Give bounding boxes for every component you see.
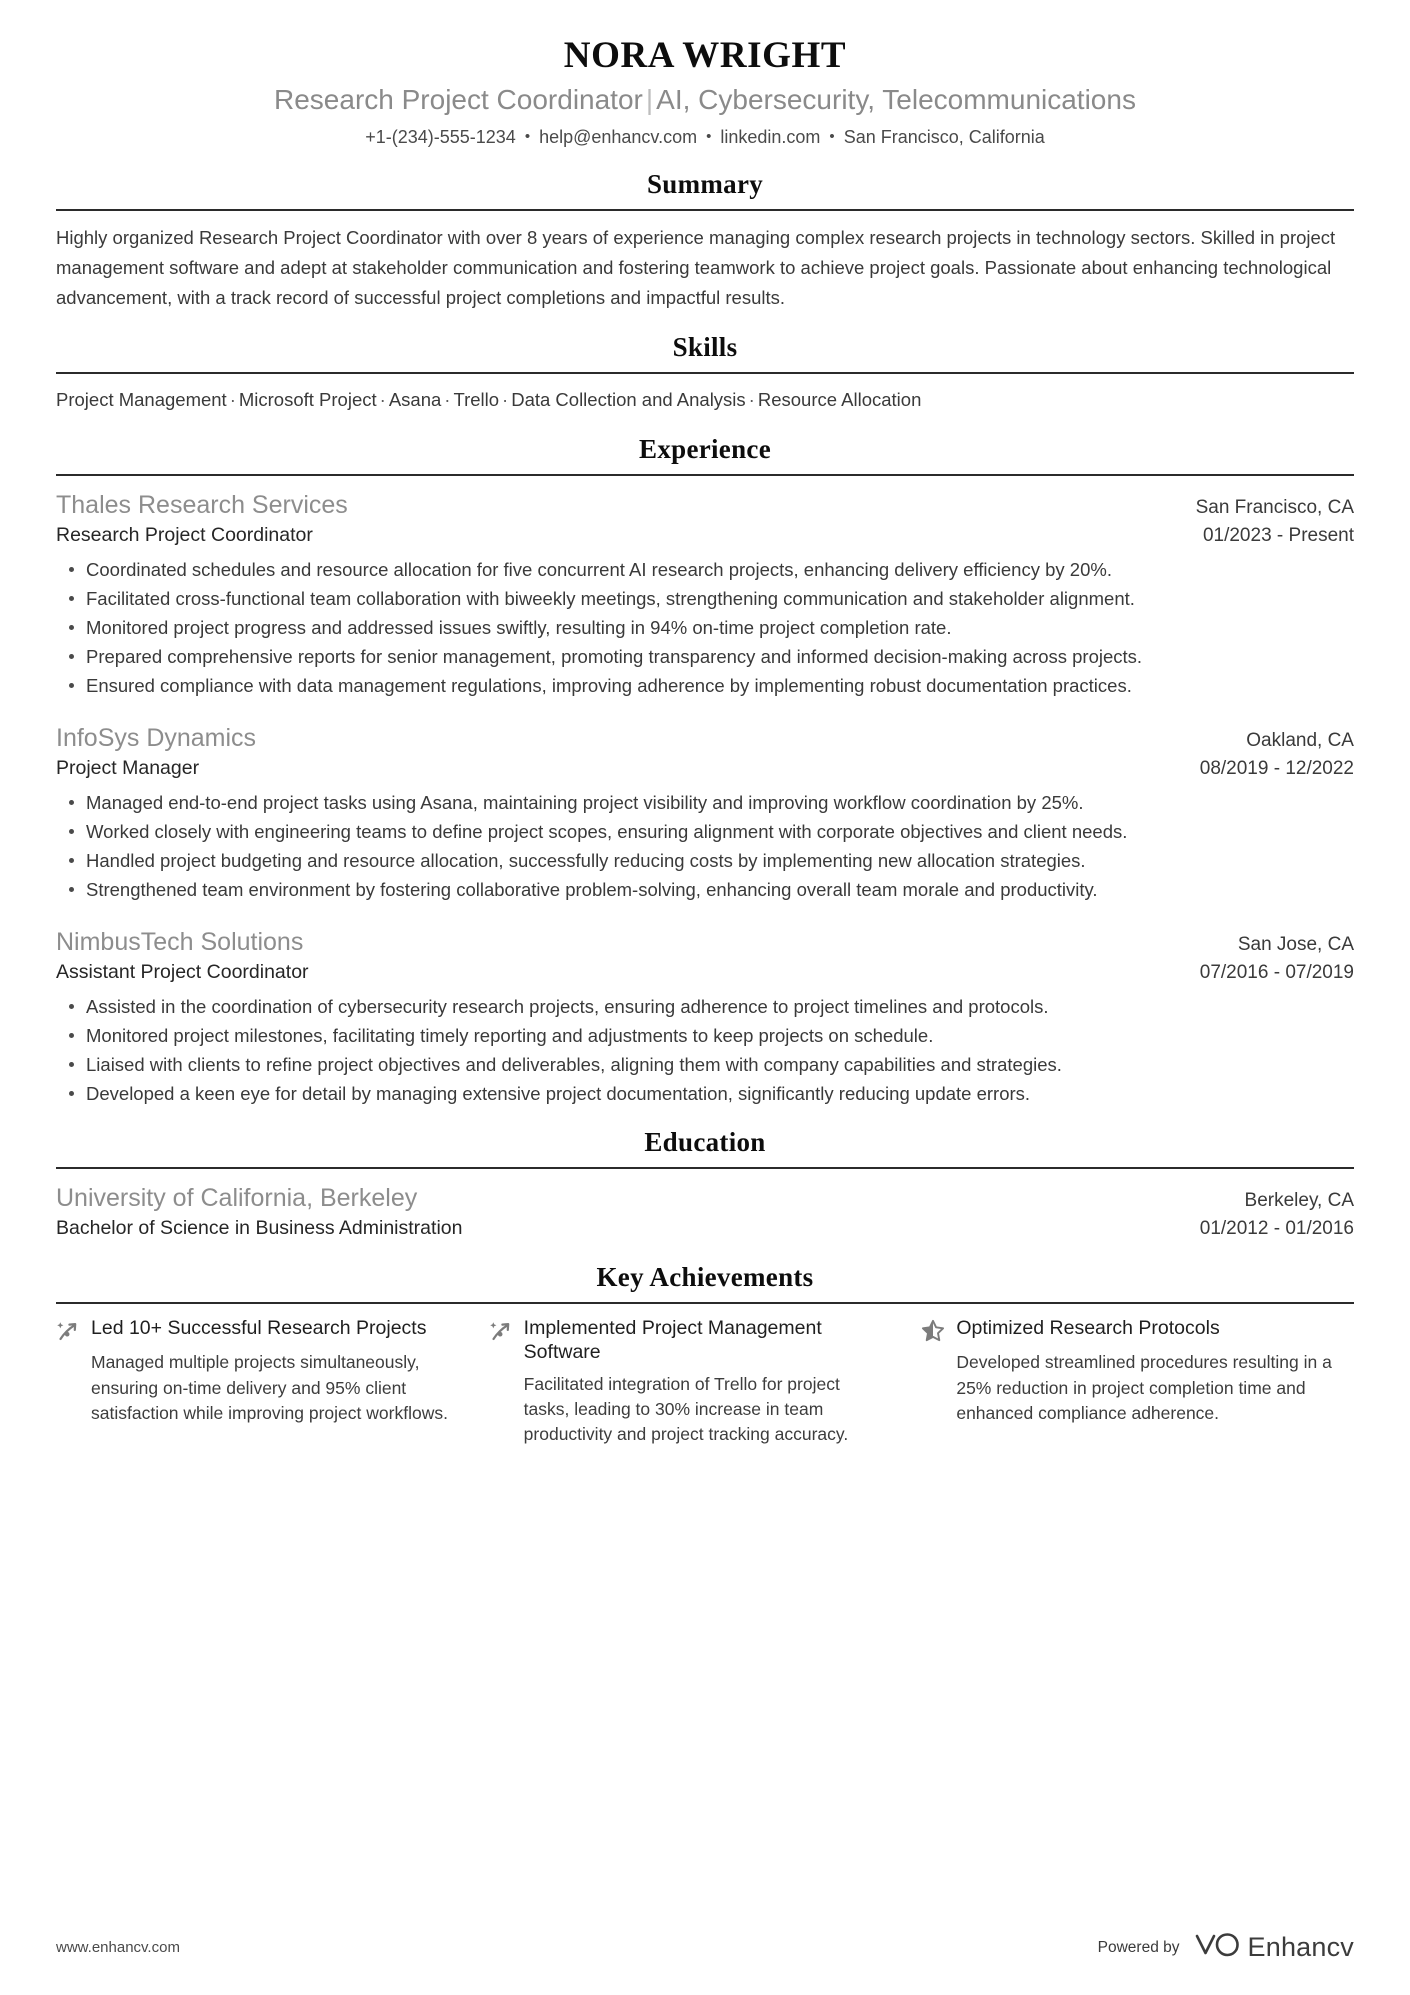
skill-separator: · — [748, 389, 755, 411]
skill-separator: · — [444, 389, 451, 411]
company-location: San Jose, CA — [1237, 934, 1354, 956]
key-achievement-item — [489, 1316, 922, 1447]
key-achievement-header — [56, 1316, 455, 1343]
job-bullet: Managed end-to-end project tasks using Asana, maintaining project visibility and improving workflow coordination by 25%. — [56, 789, 1354, 817]
skill-item: Data Collection and Analysis — [511, 389, 746, 411]
education-degree-row — [56, 1215, 1354, 1243]
job-dates: 08/2019 - 12/2022 — [1199, 758, 1354, 780]
section-key-achievements — [56, 1262, 1354, 1448]
job-bullet: Monitored project progress and addressed issues swiftly, resulting in 94% on-time project completion rate. — [56, 614, 1354, 642]
skill-separator: · — [379, 389, 386, 411]
experience-company-row — [56, 721, 1354, 755]
experience-role-row — [56, 755, 1354, 783]
skill-item: Resource Allocation — [757, 389, 922, 411]
company-name: NimbusTech Solutions — [56, 928, 304, 957]
headline-role: Research Project Coordinator — [274, 83, 643, 115]
section-divider — [56, 209, 1354, 211]
job-bullet-list — [56, 556, 1354, 701]
job-bullet-list — [56, 993, 1354, 1108]
key-achievements-grid — [56, 1316, 1354, 1447]
section-divider — [56, 372, 1354, 374]
job-bullet: Worked closely with engineering teams to define project scopes, ensuring alignment with corporate objectives and client needs. — [56, 818, 1354, 846]
page-footer — [56, 1932, 1354, 1963]
school-name: University of California, Berkeley — [56, 1184, 418, 1213]
trending-up-sparkle-icon — [489, 1319, 513, 1343]
contact-separator-icon: • — [829, 128, 835, 146]
contact-line — [56, 125, 1354, 150]
job-bullet: Liaised with clients to refine project objectives and deliverables, aligning them with company capabilities and strategies. — [56, 1051, 1354, 1079]
company-location: Oakland, CA — [1246, 730, 1354, 752]
section-skills — [56, 332, 1354, 415]
key-achievement-description: Facilitated integration of Trello for project tasks, leading to 30% increase in team productivity and project tracking accuracy. — [523, 1373, 849, 1445]
section-divider — [56, 1167, 1354, 1169]
job-bullet-list — [56, 789, 1354, 904]
key-achievement-item — [921, 1316, 1354, 1447]
trending-up-sparkle-icon — [56, 1319, 80, 1343]
key-achievement-title: Optimized Research Protocols — [956, 1317, 1220, 1340]
skills-list — [56, 386, 1354, 415]
enhancv-logo — [1194, 1932, 1354, 1963]
skill-item: Asana — [388, 389, 442, 411]
job-bullet: Strengthened team environment by fostering collaborative problem-solving, enhancing overall team morale and productivity. — [56, 876, 1354, 904]
job-dates: 07/2016 - 07/2019 — [1199, 962, 1354, 984]
contact-location: San Francisco, California — [843, 127, 1045, 148]
key-achievement-title: Implemented Project Management Software — [523, 1317, 822, 1364]
section-heading-key-achievements: Key Achievements — [596, 1262, 814, 1293]
key-achievement-item — [56, 1316, 489, 1447]
powered-by-label: Powered by — [1097, 1938, 1180, 1956]
section-heading-summary: Summary — [646, 169, 764, 200]
company-name: InfoSys Dynamics — [56, 724, 257, 753]
section-summary — [56, 169, 1354, 313]
education-dates: 01/2012 - 01/2016 — [1199, 1218, 1354, 1240]
experience-list — [56, 488, 1354, 1108]
section-experience — [56, 434, 1354, 1109]
resume-header — [56, 34, 1354, 150]
job-bullet: Prepared comprehensive reports for senior management, promoting transparency and informed decision-making across projects. — [56, 643, 1354, 671]
contact-linkedin[interactable]: linkedin.com — [720, 127, 821, 148]
job-bullet: Coordinated schedules and resource allocation for five concurrent AI research projects, enhancing delivery efficiency by 20%. — [56, 556, 1354, 584]
skill-item: Project Management — [56, 389, 227, 411]
candidate-headline — [56, 82, 1354, 118]
candidate-name: NORA WRIGHT — [563, 35, 847, 76]
contact-phone: +1-(234)-555-1234 — [365, 127, 516, 148]
skill-separator: · — [502, 389, 509, 411]
job-bullet: Handled project budgeting and resource allocation, successfully reducing costs by implementing new allocation strategies. — [56, 847, 1354, 875]
experience-role-row — [56, 959, 1354, 987]
job-title: Research Project Coordinator — [56, 523, 313, 546]
section-education — [56, 1127, 1354, 1243]
experience-company-row — [56, 925, 1354, 959]
skill-item: Microsoft Project — [238, 389, 377, 411]
job-bullet: Facilitated cross-functional team collaboration with biweekly meetings, strengthening communication and stakeholder alignment. — [56, 585, 1354, 613]
school-location: Berkeley, CA — [1244, 1190, 1354, 1212]
job-dates: 01/2023 - Present — [1202, 524, 1354, 546]
job-bullet: Ensured compliance with data management regulations, improving adherence by implementing robust documentation practices. — [56, 672, 1354, 700]
key-achievement-description: Managed multiple projects simultaneously, ensuring on-time delivery and 95% client satisfaction while improving project workflows. — [91, 1352, 448, 1423]
job-title: Assistant Project Coordinator — [56, 961, 309, 984]
section-divider — [56, 474, 1354, 476]
skill-item: Trello — [453, 389, 500, 411]
key-achievement-description: Developed streamlined procedures resulting in a 25% reduction in project completion time and enhanced compliance adherence. — [956, 1352, 1332, 1423]
section-divider — [56, 1302, 1354, 1304]
education-school-row — [56, 1181, 1354, 1215]
job-title: Project Manager — [56, 757, 200, 780]
headline-domains: AI, Cybersecurity, Telecommunications — [656, 83, 1136, 115]
contact-separator-icon: • — [706, 128, 712, 146]
contact-separator-icon: • — [524, 128, 531, 146]
degree-name: Bachelor of Science in Business Administration — [56, 1217, 463, 1240]
headline-separator: | — [645, 83, 654, 115]
education-entry — [56, 1181, 1354, 1243]
company-name: Thales Research Services — [56, 490, 348, 519]
summary-text: Highly organized Research Project Coordinator with over 8 years of experience managing complex research projects in technology sectors. Skilled in project management software and adept at stakeholder communication and fostering teamwork to achieve project goals. Passionate about enhancing technological advancement, with a track record of successful project completions and impactful results. — [56, 227, 1336, 309]
experience-entry — [56, 925, 1354, 1108]
job-bullet: Assisted in the coordination of cybersecurity research projects, ensuring adherence to project timelines and protocols. — [56, 993, 1354, 1021]
section-heading-experience: Experience — [639, 433, 771, 464]
job-bullet: Developed a keen eye for detail by managing extensive project documentation, significantly reducing update errors. — [56, 1080, 1354, 1108]
experience-role-row — [56, 522, 1354, 550]
skill-separator: · — [229, 389, 236, 411]
key-achievement-header — [489, 1316, 888, 1364]
experience-entry — [56, 721, 1354, 904]
footer-website-link[interactable]: www.enhancv.com — [56, 1939, 180, 1956]
key-achievement-header — [921, 1316, 1354, 1343]
contact-email[interactable]: help@enhancv.com — [539, 127, 698, 148]
job-bullet: Monitored project milestones, facilitating timely reporting and adjustments to keep projects on schedule. — [56, 1022, 1354, 1050]
key-achievement-title: Led 10+ Successful Research Projects — [91, 1317, 427, 1340]
company-location: San Francisco, CA — [1195, 496, 1354, 518]
experience-entry — [56, 488, 1354, 700]
section-heading-skills: Skills — [672, 332, 738, 363]
enhancv-wordmark: Enhancv — [1247, 1932, 1354, 1962]
education-list — [56, 1181, 1354, 1243]
experience-company-row — [56, 488, 1354, 522]
half-star-icon — [921, 1319, 945, 1343]
footer-branding — [1098, 1932, 1354, 1963]
enhancv-mark-icon — [1194, 1932, 1240, 1963]
section-heading-education: Education — [644, 1127, 766, 1158]
